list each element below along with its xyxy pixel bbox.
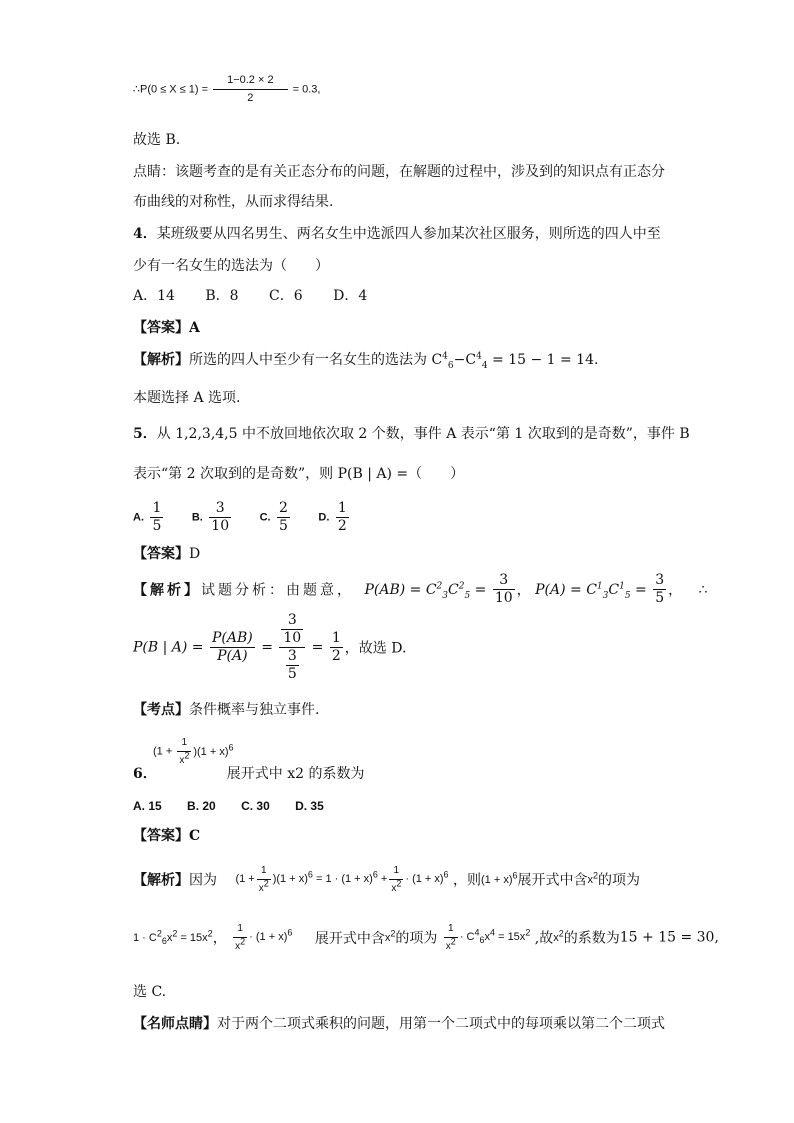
- q5-option-b-letter: B.: [191, 511, 203, 524]
- q6-choose: 选 C.: [133, 984, 167, 1000]
- q5-compound-bottom: [279, 648, 305, 683]
- q6-answer-value: C: [189, 828, 201, 844]
- q5-pa-formula: $P(A) = C^1_3C^1_5$ =: [535, 580, 647, 601]
- q3-probability-formula: [133, 72, 320, 107]
- q6-expansion: (1 + $\frac{1}{x^2}$ )$(1 + x)^6 = 1 \cdot (1 + x)^6$ + $\frac{1}{x^2}$ · $(1 + x)^6$: [235, 873, 448, 885]
- q5-option-d-letter: D.: [318, 511, 330, 524]
- q4-answer-value: A: [189, 320, 200, 336]
- q6-coef-text: ,故: [534, 930, 554, 947]
- q5-result-fraction: [330, 630, 343, 665]
- q5-answer-tag: 【答案】: [133, 546, 189, 562]
- q6-then: ，则: [453, 872, 482, 889]
- q5-topic-text: 条件概率与独立事件.: [189, 702, 320, 718]
- q6-number: 6．: [133, 766, 157, 782]
- q5-option-a-den: 5: [152, 518, 162, 534]
- q3-comment-line2: 布曲线的对称性，从而求得结果.: [133, 194, 334, 210]
- q6-analysis-tag: 【解析】: [133, 872, 189, 889]
- q5-cond-den: P(A): [217, 648, 248, 664]
- q6-option-c: C. 30: [241, 799, 270, 813]
- q5-result-den: 2: [331, 648, 341, 664]
- q5-option-c-fraction: [277, 500, 290, 535]
- q5-pa-fraction: [653, 572, 666, 607]
- q5-option-b-num: 3: [209, 500, 231, 518]
- q6-option-b: B. 20: [187, 799, 216, 813]
- q5-pa-num: 3: [655, 572, 665, 588]
- q4-analysis-minus: −C: [453, 352, 477, 368]
- q5-option-a-letter: A.: [133, 511, 144, 524]
- q5-pab-text: P(AB) = C: [364, 581, 437, 598]
- q6-because: 因为: [189, 872, 217, 889]
- q5-pab-formula: $P(AB) = C^2_3C^2_5$ =: [364, 580, 487, 601]
- q6-teacher-tag: 【名师点睛】: [133, 1016, 217, 1032]
- q6-option-d: D. 35: [295, 799, 324, 813]
- q6-expression: (1 + $\frac{1}{x^2}$ )$(1 + x)^6$: [153, 734, 234, 769]
- q5-pab-fraction: [493, 572, 515, 607]
- q5-options: [133, 500, 377, 535]
- q5-option-d-num: 1: [337, 500, 347, 516]
- q6-teacher-comment: [133, 1014, 665, 1034]
- q6-option-a: A. 15: [133, 799, 162, 813]
- q5-compound-fraction: [279, 612, 305, 683]
- q4-analysis: [133, 350, 598, 370]
- q5-option-b: [192, 500, 233, 535]
- q4-answer-tag: 【答案】: [133, 320, 189, 336]
- q5-analysis-tag: 【解析】: [133, 582, 201, 599]
- q3-prob-prefix: ∴P(0 ≤ X ≤ 1) =: [133, 83, 209, 96]
- q5-compound-bottom-num: 3: [287, 648, 297, 664]
- q6-expr-num: 1: [177, 734, 191, 752]
- q3-choose: 故选 B.: [133, 132, 181, 148]
- q5-stem-line1: [133, 424, 690, 444]
- q6-term1: $1 \cdot C^2_6x^2 = 15x^2$: [133, 927, 213, 946]
- q5-analysis-line1: 【解析】试题分析：由题意， $P(AB) = C^2_3C^2_5$ = $\frac{3}{10}$ ， $P(A) = C^1_3C^1_5$ = $\frac{3}{5}$ ， ∴: [133, 572, 708, 606]
- q3-prob-numerator: 1−0.2 × 2: [213, 72, 288, 90]
- q5-conditional-formula: P(B | A) = $\frac{P(AB)}{P(A)}$ = $\frac{\frac{3}{10}}{\frac{3}{5}}$ = $\frac{1}{2}$ ，故选 D.: [133, 612, 407, 682]
- q5-option-a: [133, 500, 165, 535]
- q4-option-a: A．14: [133, 288, 175, 304]
- q5-number: 5．: [133, 426, 157, 442]
- q5-option-b-fraction: [209, 500, 231, 535]
- q5-cond-choose: ，故选 D.: [344, 640, 407, 657]
- q5-option-c-letter: C.: [259, 511, 271, 524]
- q5-option-c-den: 5: [279, 518, 288, 534]
- q5-option-c-num: 2: [279, 500, 288, 516]
- q4-stem-line2: 少有一名女生的选法为（ ）: [133, 258, 329, 274]
- q5-compound-top: [279, 612, 305, 648]
- q5-option-d-fraction: [336, 500, 349, 535]
- q5-compound-top-num: 3: [281, 612, 303, 630]
- q6-answer-tag: 【答案】: [133, 828, 189, 844]
- q5-option-d: [318, 500, 350, 535]
- q6-stem-text: 展开式中 x2 的系数为: [226, 766, 365, 782]
- q6-answer: [133, 826, 200, 846]
- q6-term-text: 的项为: [598, 872, 641, 889]
- q6-expand-text2: 展开式中含: [314, 930, 385, 947]
- q5-option-a-num: 1: [152, 500, 162, 516]
- q4-c4-sub: 4: [481, 360, 488, 371]
- q5-cond-lhs: P(B | A) =: [133, 639, 204, 656]
- q5-therefore: ∴: [698, 581, 708, 598]
- q4-option-b: B．8: [205, 288, 239, 304]
- q6-term2: $\frac{1}{x^2}$ · $C^4_6x^4 = 15x^2$: [442, 931, 531, 943]
- q6-expr-den: $x^2$: [179, 750, 190, 766]
- q4-analysis-text: 所选的四人中至少有一名女生的选法为 C: [189, 352, 443, 368]
- q3-prob-denominator: 2: [247, 92, 254, 104]
- q5-cond-fraction: [210, 630, 255, 665]
- q4-analysis-result: = 15 − 1 = 14.: [492, 352, 599, 368]
- q5-answer-value: D: [189, 546, 201, 562]
- q5-pab-den: 10: [494, 590, 513, 606]
- q3-prob-fraction: [213, 72, 288, 107]
- q5-stem-text1: 从 1,2,3,4,5 中不放回地依次取 2 个数，事件 A 表示“第 1 次取到的是奇数”，事件 B: [156, 426, 690, 442]
- q6-analysis-line2: $1 \cdot C^2_6x^2 = 15x^2$， $\frac{1}{x^2}$ · $(1 + x)^6$ 展开式中含$x^2$的项为 $\frac{1}{x^2}$ · $C^4_6x^4 = 15x^2$ ,故$x^2$的系数为15 + 15 = 30,: [133, 920, 673, 955]
- q4-option-d: D．4: [333, 288, 368, 304]
- q4-stem-text1: 某班级要从四名男生、两名女生中选派四人参加某次社区服务，则所选的四人中至: [156, 226, 661, 242]
- q6-coef-value: 15 + 15 = 30: [619, 929, 715, 946]
- q5-result-num: 1: [331, 630, 341, 646]
- q5-answer: [133, 544, 200, 564]
- q4-c6-sup: 4: [442, 351, 448, 362]
- q5-pa-den: 5: [655, 590, 665, 606]
- q6-teacher-text: 对于两个二项式乘积的问题，用第一个二项式中的每项乘以第二个二项式: [217, 1016, 665, 1032]
- q5-pa-text: P(A) = C: [535, 581, 597, 598]
- q5-pab-num: 3: [493, 572, 515, 590]
- q5-option-c: [260, 500, 292, 535]
- q4-c6-sub: 6: [447, 360, 454, 371]
- q6-term-text2: 的项为: [395, 930, 438, 947]
- q5-option-b-den: 10: [211, 518, 230, 534]
- q6-expand-term: 展开式中含: [517, 872, 588, 889]
- q5-analysis-text: 试题分析：由题意，: [201, 582, 354, 599]
- q5-option-d-den: 2: [337, 518, 347, 534]
- q5-compound-bottom-den: 5: [287, 666, 297, 682]
- q4-number: 4．: [133, 226, 157, 242]
- q4-options: [133, 286, 393, 306]
- q5-cond-num: P(AB): [212, 630, 253, 646]
- q6-coef-text2: 的系数为: [563, 930, 620, 947]
- q6-options: [133, 796, 350, 816]
- q6-second-part: $\frac{1}{x^2}$ · $(1 + x)^6$: [231, 931, 292, 943]
- q3-comment-line1: 点睛：该题考查的是有关正态分布的问题，在解题的过程中，涉及到的知识点有正态分: [133, 164, 665, 180]
- q5-option-a-fraction: [150, 500, 163, 535]
- q5-topic: [133, 700, 319, 720]
- q4-option-c: C．6: [269, 288, 303, 304]
- q5-compound-top-den: 10: [283, 630, 302, 646]
- q6-stem: [133, 764, 364, 784]
- q4-c4-sup: 4: [476, 351, 482, 362]
- q4-conclusion: 本题选择 A 选项.: [133, 390, 241, 406]
- q4-answer: [133, 318, 200, 338]
- q4-analysis-tag: 【解析】: [133, 352, 189, 368]
- q4-stem-line1: [133, 224, 661, 244]
- q3-prob-suffix: = 0.3,: [292, 83, 321, 96]
- q6-analysis-line1: 【解析】因为 (1 + $\frac{1}{x^2}$ )$(1 + x)^6 = 1 \cdot (1 + x)^6$ + $\frac{1}{x^2}$ · $(1 + x)^6$ ，则$(1 + x)^6$展开式中含$x^2$的项为: [133, 862, 663, 897]
- q5-topic-tag: 【考点】: [133, 702, 189, 718]
- q5-stem-line2: 表示“第 2 次取到的是奇数”，则 P(B | A) =（ ）: [133, 466, 465, 482]
